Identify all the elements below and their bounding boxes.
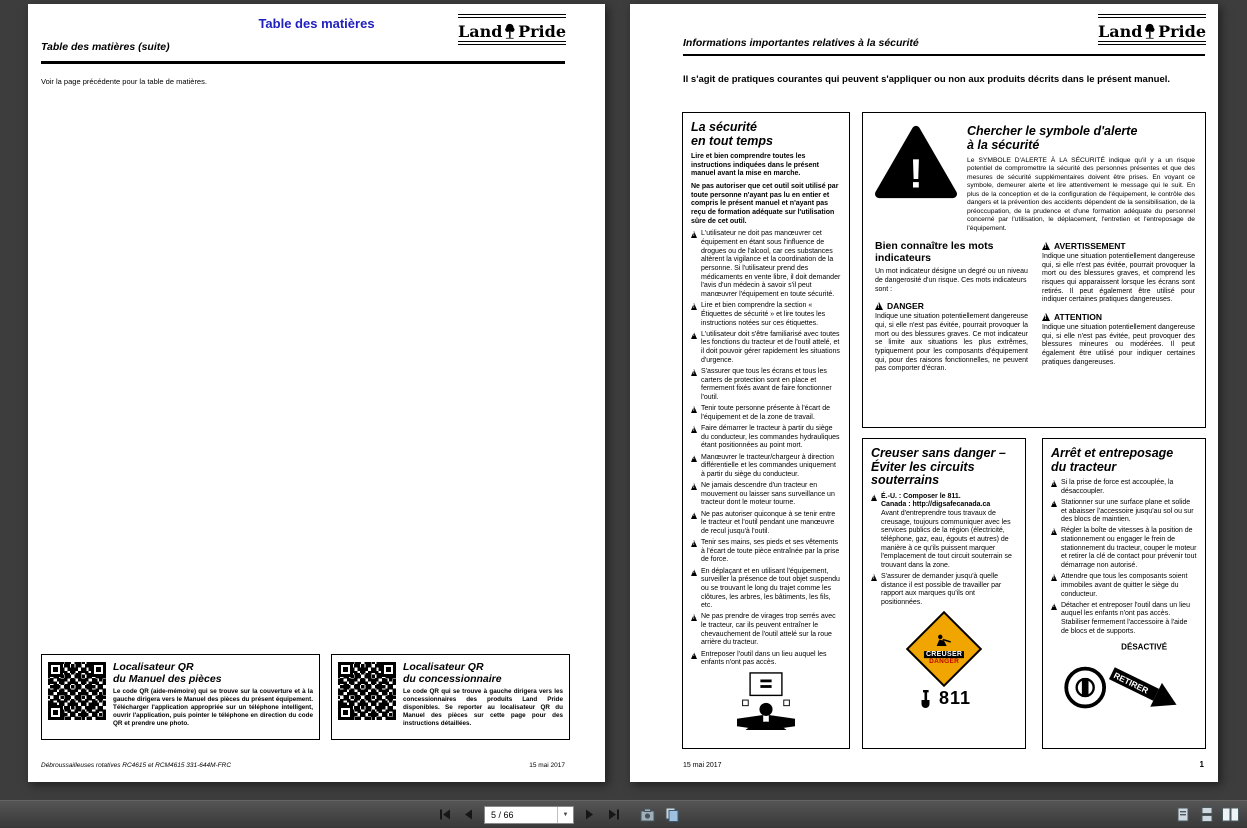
qr-box-title-line2: du concessionnaire	[403, 672, 502, 685]
svg-text:!: !	[909, 150, 923, 197]
toc-reference-text: Voir la page précédente pour la table de matières.	[41, 77, 207, 86]
previous-page-button[interactable]	[460, 806, 477, 823]
operator-reading-manual-graphic	[714, 672, 818, 730]
continuous-view-button[interactable]	[1198, 806, 1215, 823]
safety-alert-icon	[691, 455, 697, 462]
safety-alert-icon	[871, 574, 877, 581]
box-title-line1: Chercher le symbole d'alerte	[967, 124, 1138, 138]
safety-bullet: Ne pas prendre de virages trop serrés avec le tracteur, car ils peuvent entraîner le chevauchement de l'outil attelé sur la roue arrière du tracteur.	[701, 613, 836, 647]
safety-alert-icon	[871, 494, 877, 501]
logo-word-pride: Pride	[518, 22, 566, 41]
header-rule	[41, 61, 565, 64]
document-footer-model: Débroussailleuses rotatives RC4615 et RCM4615 331-644M-FRC	[41, 762, 232, 769]
section-subtitle: Table des matières (suite)	[41, 41, 170, 53]
digger-icon	[933, 634, 955, 646]
qr-box-text: Le code QR qui se trouve à gauche dirigera vers les concessionnaires des produits Land Pride disponibles. Se reporter au localisateur QR du Manuel des pièces sur cette page pour des instructions détaillées.	[403, 688, 563, 728]
page-title: Table des matières	[258, 16, 375, 31]
snapshot-button[interactable]	[639, 806, 656, 823]
key-remove-label: RETIRER	[1112, 670, 1151, 697]
page-number-input[interactable]	[485, 810, 557, 820]
safety-alert-icon	[691, 303, 697, 310]
qr-finder	[48, 662, 63, 677]
box-title-line1: La sécurité	[691, 120, 758, 134]
warning-text: Indique une situation potentiellement dangereuse qui, si elle n'est pas évitée, pourrait provoquer la mort ou des blessures graves, et comprend les risques qui apparaissent lorsque les écrans sont retirés. Il peut également être utilisé pour indiquer certaines pratiques dangereuses.	[1042, 252, 1195, 304]
viewer-toolbar	[0, 800, 1247, 828]
qr-finder	[381, 662, 396, 677]
document-footer-date: 15 mai 2017	[529, 762, 565, 769]
dig-sign-word2: DANGER	[929, 658, 959, 666]
facing-view-button[interactable]	[1222, 806, 1239, 823]
box-title-line1: Creuser sans danger –	[871, 446, 1006, 460]
caution-text: Indique une situation potentiellement dangereuse qui, si elle n'est pas évitée, peut provoquer des blessures mineures ou modérées. Il peut également être utilisé pour indiquer certaines pratiques dangereuses.	[1042, 323, 1195, 366]
warning-label: AVERTISSEMENT	[1054, 240, 1126, 251]
safety-at-all-times-box	[682, 112, 850, 749]
dig-danger-sign	[906, 611, 982, 687]
logo-word-land: Land	[1098, 22, 1143, 41]
tree-icon	[505, 20, 515, 42]
dig-sign-word1: CREUSER	[925, 651, 963, 659]
intro-statement: Il s'agit de pratiques courantes qui peuvent s'appliquer ou non aux produits décrits dans le présent manuel.	[683, 74, 1171, 85]
safety-bullet: S'assurer que tous les écrans et tous les carters de protection sont en place et fermement fixés avant de faire fonctionner l'outil.	[701, 367, 832, 401]
document-page-number: 1	[1199, 760, 1204, 769]
box-title-line2: du tracteur	[1051, 459, 1117, 474]
logo-word-pride: Pride	[1158, 22, 1206, 41]
clipboard-button[interactable]	[663, 806, 680, 823]
danger-label: DANGER	[887, 301, 924, 312]
document-footer-date: 15 mai 2017	[683, 762, 722, 769]
box-title-line3: souterrains	[871, 473, 940, 487]
safety-alert-icon	[691, 406, 697, 413]
qr-box-text: Le code QR (aide-mémoire) qui se trouve sur la couverture et à la gauche dirigera vers le Manuel des pièces du présent équipement. Télécharger l'application appropriée sur un téléphone intelligent, ouvrir l'application, puis pointer le téléphone en direction du code QR et prendre une photo.	[113, 688, 313, 728]
header-rule	[683, 54, 1205, 56]
document-page-right	[630, 4, 1218, 782]
safety-alert-icon	[691, 231, 697, 238]
safety-bullet: Entreposer l'outil dans un lieu auquel les enfants n'ont pas accès.	[701, 650, 827, 667]
section-header: Informations importantes relatives à la sécurité	[683, 37, 919, 49]
qr-box-title-line1: Localisateur QR	[403, 661, 484, 673]
stop-bullet: Attendre que tous les composants soient immobiles avant de quitter le siège du conducteur.	[1061, 573, 1188, 598]
last-page-button[interactable]	[605, 806, 622, 823]
ignition-key-off-graphic	[1053, 640, 1195, 718]
dig-bullet-text: S'assurer de demander jusqu'à quelle distance il est possible de travailler par rapport aux marques qu'ils ont positionnées.	[881, 573, 1002, 607]
box-title-line2: Éviter les circuits	[871, 459, 975, 474]
stop-bullet: Détacher et entreposer l'outil dans un lieu auquel les enfants n'ont pas accès. Stabiliser fermement l'accessoire à l'aide de blocs et de supports.	[1061, 601, 1190, 635]
safety-lead1: Lire et bien comprendre toutes les instructions indiquées dans le présent manuel avant la mise en marche.	[691, 153, 819, 178]
box-title-line2: en tout temps	[691, 133, 773, 148]
shutdown-storage-box	[1042, 438, 1206, 749]
qr-code-parts-manual	[48, 662, 106, 720]
safety-alert-icon	[691, 426, 697, 433]
danger-text: Indique une situation potentiellement dangereuse qui, si elle n'est pas évitée, pourrait provoquer la mort ou des blessures graves. Ce mot indicateur se limite aux situations les plus extrêmes, typiquement pour les composants d'équipement qui, pour des raisons fonctionnelles, ne peuvent pas comporter d'écran.	[875, 313, 1028, 373]
safety-alert-icon	[691, 652, 697, 659]
safety-alert-icon	[691, 369, 697, 376]
stop-bullet: Stationner sur une surface plane et solide et abaisser l'accessoire jusqu'au sol ou sur des blocs de maintien.	[1061, 498, 1194, 524]
call-811-number: 811	[938, 688, 972, 709]
safety-alert-icon	[1051, 480, 1057, 487]
signal-words-intro: Un mot indicateur désigne un degré ou un niveau de dangerosité d'un risque. Ces mots indicateurs sont :	[875, 268, 1028, 293]
qr-box-title-line2: du Manuel des pièces	[113, 672, 222, 685]
safety-bullet: Manœuvrer le tracteur/chargeur à direction différentielle et les commandes uniquement à partir du siège du conducteur.	[701, 453, 836, 478]
safety-alert-icon	[691, 512, 697, 519]
qr-code-dealer	[338, 662, 396, 720]
document-page-left	[28, 4, 605, 782]
page-dropdown-button[interactable]: ▼	[557, 807, 573, 823]
safety-alert-icon	[1042, 313, 1050, 321]
first-page-button[interactable]	[436, 806, 453, 823]
safety-alert-icon	[1051, 500, 1057, 507]
signal-words-title: Bien connaître les mots indicateurs	[875, 239, 994, 264]
stop-bullet: Si la prise de force est accouplée, la désaccoupler.	[1061, 479, 1174, 495]
qr-locator-dealer	[331, 654, 570, 740]
dig-call-us: É.-U. : Composer le 811.	[881, 492, 961, 500]
dig-bullet-text: Avant d'entreprendre tous travaux de creusage, toujours communiquer avec les services publics de la région (électricité, téléphone, gaz, eau, égouts et autres) de manière à ce qu'ils puissent marquer l'emplacement de tout circuit souterrain se trouvant dans la zone.	[881, 509, 1012, 569]
safety-alert-triangle-icon	[875, 125, 957, 199]
safety-bullet: Lire et bien comprendre la section « Étiquettes de sécurité » et lire toutes les instructions notées sur ces étiquettes.	[701, 302, 826, 327]
safety-bullet: Ne jamais descendre d'un tracteur en mouvement ou laisser sans surveillance un tracteur dont le moteur tourne.	[701, 482, 835, 507]
safety-bullet: L'utilisateur doit s'être familiarisé avec toutes les fonctions du tracteur et de l'outil attelé, et il doit pouvoir gérer rapidement les situations d'urgence.	[701, 330, 840, 364]
safety-bullet: Tenir toute personne présente à l'écart de l'équipement et de la zone de travail.	[701, 405, 830, 421]
safety-lead2: Ne pas autoriser que cet outil soit utilisé par toute personne n'ayant pas lu en entier et compris le présent manuel et n'ayant pas reçu de formation adéquate sur l'utilisation sûre de cet outil.	[691, 183, 839, 225]
page-number-box	[484, 806, 574, 824]
next-page-button[interactable]	[581, 806, 598, 823]
safety-bullet: Tenir ses mains, ses pieds et ses vêtements à l'écart de toute pièce entraînée par la prise de force.	[701, 539, 840, 564]
landpride-logo	[458, 14, 566, 45]
dig-safely-box	[862, 438, 1026, 749]
box-title-line2: à la sécurité	[967, 137, 1040, 152]
qr-finder	[91, 662, 106, 677]
safety-alert-icon	[1051, 574, 1057, 581]
qr-finder	[338, 662, 353, 677]
alert-symbol-box	[862, 112, 1206, 428]
caution-label: ATTENTION	[1054, 311, 1103, 322]
logo-word-land: Land	[458, 22, 503, 41]
safety-alert-icon	[691, 540, 697, 547]
stop-bullet: Régler la boîte de vitesses à la position de stationnement ou engager le frein de stationnement du tracteur, couper le moteur et retirer la clé de contact pour prévenir tout démarrage non autorisé.	[1061, 527, 1197, 570]
qr-locator-parts-manual	[41, 654, 320, 740]
dig-call-canada: Canada : http://digsafecanada.ca	[881, 501, 991, 509]
qr-box-title-line1: Localisateur QR	[113, 661, 194, 673]
single-page-view-button[interactable]	[1174, 806, 1191, 823]
safety-bullet: En déplaçant et en utilisant l'équipement, surveiller la présence de tout objet suspendu ou se trouvant le long du trajet comme les clôtures, les arbres, les bâtiments, les fils, etc.	[701, 567, 840, 610]
safety-alert-icon	[691, 569, 697, 576]
safety-alert-icon	[691, 483, 697, 490]
box-title-line1: Arrêt et entreposage	[1051, 446, 1174, 460]
qr-finder	[48, 705, 63, 720]
landpride-logo	[1098, 14, 1206, 45]
safety-alert-icon	[691, 614, 697, 621]
safety-bullet: L'utilisateur ne doit pas manœuvrer cet équipement en étant sous l'influence de drogues ou de l'alcool, car ces substances altèrent la vigilance et la coordination de la personne. Si l'utilisateur prend des médicaments en vente libre, il doit demander l'avis d'un médecin à savoir s'il peut manœuvrer l'équipement en toute sécurité.	[701, 230, 841, 299]
safety-alert-icon	[1042, 242, 1050, 250]
qr-finder	[338, 705, 353, 720]
safety-bullet: Faire démarrer le tracteur à partir du siège du conducteur, les commandes hydrauliques étant positionnées au point mort.	[701, 424, 840, 450]
safety-alert-icon	[1051, 603, 1057, 610]
safety-alert-icon	[1051, 528, 1057, 535]
safety-bullet: Ne pas autoriser quiconque à se tenir entre le tracteur et l'outil pendant une manœuvre de recul jusqu'à l'outil.	[701, 510, 836, 535]
key-off-label: DÉSACTIVÉ	[1121, 643, 1168, 653]
safety-alert-icon	[875, 302, 883, 310]
alert-symbol-text: Le SYMBOLE D'ALERTE À LA SÉCURITÉ indique qu'il y a un risque potentiel de compromettre la sécurité des personnes présentes et que des mesures de sécurité supplémentaires doivent être prises. En voyant ce symbole, demeurer alerte et lire attentivement le message qui le suit. En plus de la conception et de la configuration de l'équipement, le contrôle des dangers et la prévention des accidents dépendent de la sensibilisation, de la préoccupation, de la prudence et d'une formation adéquate du personnel concerné par l'utilisation, le déplacement, l'entretien et l'entreposage de l'équipement.	[967, 157, 1195, 232]
safety-alert-icon	[691, 332, 697, 339]
shovel-icon	[917, 690, 934, 708]
tree-icon	[1145, 20, 1155, 42]
